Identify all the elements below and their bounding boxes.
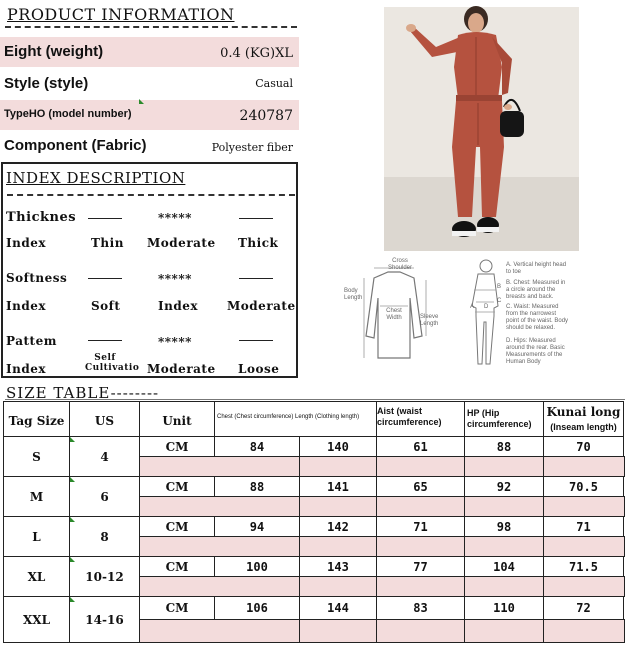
length-cell: 140 [327,440,349,454]
header-us: US [69,401,140,437]
marker-a: A [470,304,475,310]
waist-cell: 71 [413,520,428,534]
chest-width-label: Chest Width [386,308,402,321]
length-cell-wrap [299,436,377,457]
hip-cell-wrap [464,476,544,497]
length-cell: 144 [327,601,349,615]
unit-cell: CM [165,601,189,615]
stars: ***** [158,335,192,349]
inseam-cell-wrap [543,476,624,497]
marker-b: B [497,284,502,290]
product-info-row-model [0,100,299,130]
option-moderate: Moderate [227,299,296,313]
marker-c: C [497,298,502,304]
divider [7,194,295,196]
waist-cell-wrap [376,476,465,497]
table-row [3,596,70,643]
chest-cell-wrap [214,476,300,497]
weight-value: 0.4 (KG)XL [220,46,293,61]
pattern-title: Pattem [6,334,57,348]
header-chest-length: Chest (Chest circumference) Length (Clothing length) [214,401,377,437]
chest-cell-wrap [214,436,300,457]
unit-cell: CM [165,560,189,574]
chest-cell: 88 [249,480,265,494]
option-moderate: Moderate [147,362,216,376]
inseam-cell-wrap [543,556,624,577]
length-cell: 143 [327,560,349,574]
thickness-title: Thicknes [6,210,77,225]
product-photo [384,7,579,251]
us-cell: 14-16 [85,613,124,627]
size-cell: XXL [22,613,51,627]
hip-cell-wrap [464,436,544,457]
hip-cell: 104 [493,560,515,574]
grid-line [464,496,544,517]
stars: ***** [158,211,192,225]
scale-line [239,278,273,279]
scale-line [88,278,122,279]
scale-line [88,340,122,341]
hip-cell-wrap [464,596,544,620]
model-figure-image [384,7,579,251]
length-cell: 141 [327,480,349,494]
divider [5,399,625,400]
table-row [3,476,70,517]
product-info-title: PRODUCT INFORMATION [7,5,235,24]
fabric-label: Component (Fabric) [4,137,147,154]
pink-subrow [139,576,625,597]
note-a: A. Vertical height head to toe [506,262,567,275]
grid-line [464,536,544,557]
us-cell: 8 [100,530,109,544]
divider [5,26,297,28]
inseam-cell-wrap [543,596,624,620]
chest-cell: 100 [246,560,268,574]
hip-cell-wrap [464,556,544,577]
chest-cell: 94 [249,520,265,534]
size-cell: M [29,490,44,504]
product-info-row-style [0,69,299,99]
option-moderate: Moderate [147,236,216,250]
cross-shoulder-label: Cross Shoulder [387,258,413,271]
grid-line [299,496,377,517]
unit-cell-wrap [139,516,215,537]
weight-label: Eight (weight) [4,43,104,60]
scale-line [239,340,273,341]
waist-cell: 61 [413,440,428,454]
unit-cell: CM [165,480,189,494]
inseam-cell: 72 [576,601,591,615]
header-inseam: Kunai long (Inseam length) [543,401,624,437]
unit-cell-wrap [139,596,215,620]
chest-cell-wrap [214,516,300,537]
waist-cell-wrap [376,596,465,620]
grid-line [299,576,377,597]
inseam-cell: 71 [576,520,591,534]
note-d: D. Hips: Measured around the rear. Basic Measurements of the Human Body [506,338,565,365]
marker-d: D [484,304,489,310]
grid-line [299,619,377,643]
hip-cell-wrap [464,516,544,537]
sleeve-length-label: Sleeve Length [420,314,439,327]
waist-cell: 77 [413,560,428,574]
option-thin: Thin [91,236,124,250]
option-self-cultivation: Self Cultivatio [85,353,140,373]
pink-subrow [139,496,625,517]
size-table [3,401,624,644]
softness-title: Softness [6,271,68,285]
hip-cell: 92 [496,480,512,494]
us-cell-wrap [69,436,140,477]
option-soft: Soft [91,299,121,313]
size-cell: L [32,530,41,544]
chest-cell: 84 [249,440,265,454]
grid-line [464,619,544,643]
unit-cell-wrap [139,436,215,457]
header-waist: Aist (waist circumference) [376,401,465,437]
chest-cell-wrap [214,556,300,577]
grid-line [464,576,544,597]
option-loose: Loose [238,362,280,376]
option-index: Index [158,299,199,313]
length-cell-wrap [299,516,377,537]
fabric-value: Polyester fiber [211,141,293,154]
chest-cell: 106 [246,601,268,615]
table-row [3,556,70,597]
human-body-outline-icon [464,256,506,368]
hip-cell: 110 [493,601,515,615]
hip-cell: 98 [496,520,512,534]
style-value: Casual [255,77,293,90]
header-unit: Unit [139,401,215,437]
waist-cell-wrap [376,436,465,457]
us-cell-wrap [69,516,140,557]
body-length-label: Body Length [344,288,363,301]
body-measurement-diagram [464,256,574,372]
product-info-row-weight [0,37,299,67]
style-label: Style (style) [4,75,89,92]
inseam-cell: 71.5 [569,560,598,574]
note-c: C. Waist: Measured from the narrowest point of the waist. Body should be relaxed. [506,304,569,331]
grid-line [464,456,544,477]
waist-cell: 65 [413,480,428,494]
model-label: TypeHO (model number) [4,108,132,120]
waist-cell-wrap [376,556,465,577]
header-hip: HP (Hip circumference) [464,401,544,437]
scale-line [88,218,122,219]
unit-cell-wrap [139,556,215,577]
length-cell-wrap [299,556,377,577]
unit-cell: CM [165,440,189,454]
waist-cell-wrap [376,516,465,537]
length-cell-wrap [299,476,377,497]
length-cell: 142 [327,520,349,534]
product-info-row-fabric [0,131,299,161]
size-table-title: SIZE TABLE-------- [6,384,160,402]
inseam-cell: 70 [576,440,591,454]
us-cell: 10-12 [85,570,124,584]
note-b: B. Chest: Measured in a circle around the breasts and back. [506,280,566,300]
us-cell: 4 [100,450,109,464]
pink-subrow [139,619,625,643]
waist-cell: 83 [413,601,428,615]
scale-line [239,218,273,219]
pink-subrow [139,536,625,557]
stars: ***** [158,272,192,286]
header-tag-size: Tag Size [3,401,70,437]
size-cell: XL [27,570,46,584]
index-label: Index [6,236,47,250]
length-cell-wrap [299,596,377,620]
model-value: 240787 [239,108,293,124]
unit-cell-wrap [139,476,215,497]
table-row [3,516,70,557]
garment-measurement-diagram [344,258,444,370]
inseam-cell-wrap [543,436,624,457]
index-description-title: INDEX DESCRIPTION [6,169,186,187]
grid-line [299,536,377,557]
hip-cell: 88 [496,440,512,454]
unit-cell: CM [165,520,189,534]
grid-line [299,456,377,477]
pink-subrow [139,456,625,477]
index-label: Index [6,362,47,376]
corner-marker [139,99,144,104]
us-cell-wrap [69,596,140,643]
us-cell-wrap [69,476,140,517]
us-cell: 6 [100,490,109,504]
chest-cell-wrap [214,596,300,620]
us-cell-wrap [69,556,140,597]
inseam-cell: 70.5 [569,480,598,494]
inseam-cell-wrap [543,516,624,537]
table-row [3,436,70,477]
option-thick: Thick [238,236,279,250]
index-label: Index [6,299,47,313]
size-cell: S [32,450,41,464]
